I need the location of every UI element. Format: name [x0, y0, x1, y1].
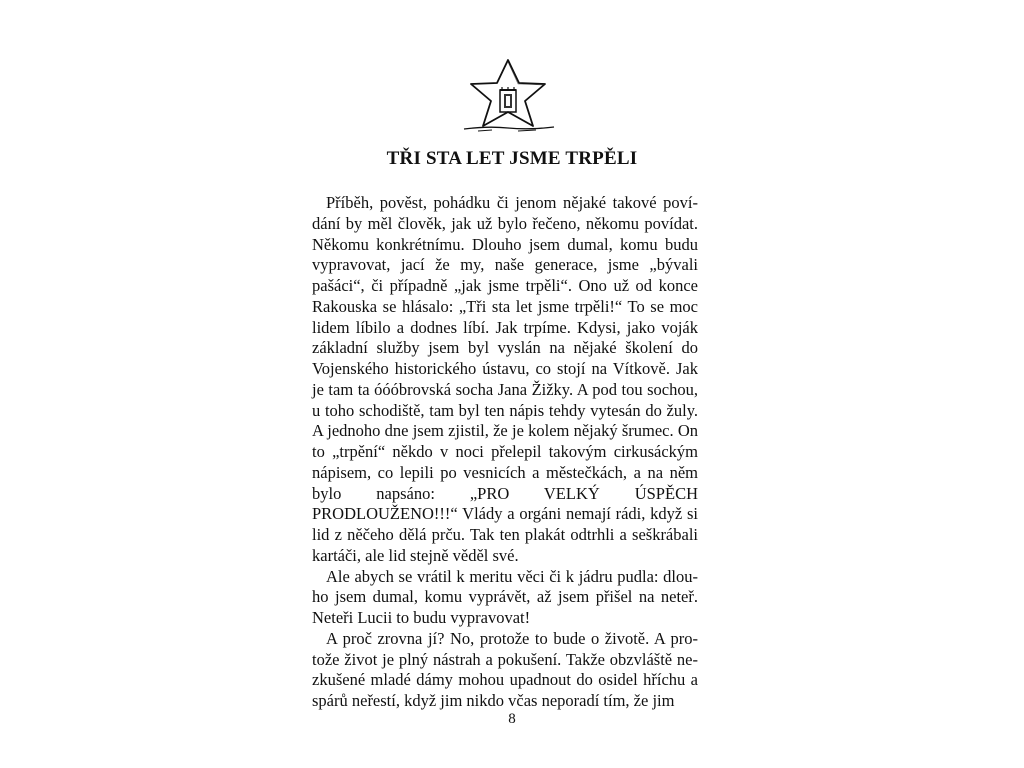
page-number: 8: [508, 711, 516, 727]
paragraph: Příběh, pověst, pohádku či jenom nějaké takové povídání by měl člověk, jak už bylo řečeno, někomu povídat. Někomu konkrétnímu. Dlouho jsem dumal, komu budu vypravovat, jací že my, naše generace, jsme „bývali pašáci“, či případně „jak jsme trpěli“. Ono už od konce Rakouska se hlásalo: „Tři sta let jsme trpěli!“ To se moc lidem líbilo a dodnes líbí. Jak trpíme. Kdysi, jako voják základní služby jsem byl vyslán na nějaké školení do Vojenského historického ústavu, co stojí na Vítkově. Jak je tam ta óóóbrovská socha Jana Žižky. A pod tou sochou, u toho schodiště, tam byl ten nápis tehdy vytesán do žuly. A jednoho dne jsem zjistil, že je kolem nějaký šrumec. On to „trpění“ někdo v noci přelepil takovým cirkusáckým nápisem, co lepili po vesnicích a městečkách, a na něm bylo napsáno: „PRO VELKÝ ÚSPĚCH PRODLOUŽENO!!!“ Vlády a orgáni nemají rádi, když si lid z něčeho dělá prču. Tak ten plakát odtrhli a seškrábali kartáči, ale lid stejně věděl své.: [312, 193, 698, 565]
chapter-title: TŘI STA LET JSME TRPĚLI: [386, 148, 638, 169]
paragraph: A proč zrovna jí? No, protože to bude o životě. A protože život je plný nástrah a pokušení. Takže obzvláště nezkušené mladé dámy mohou upadnout do osidel hříchu a spárů neřestí, když jim nikdo včas neporadí tím, že jim: [312, 628, 698, 710]
star-with-tower-icon: [458, 56, 558, 136]
body-text: [312, 193, 698, 712]
paragraph: Ale abych se vrátil k meritu věci či k jádru pudla: dlouho jsem dumal, komu vyprávět, až jsem přišel na neteř. Neteři Lucii to budu vypravovat!: [312, 566, 698, 627]
